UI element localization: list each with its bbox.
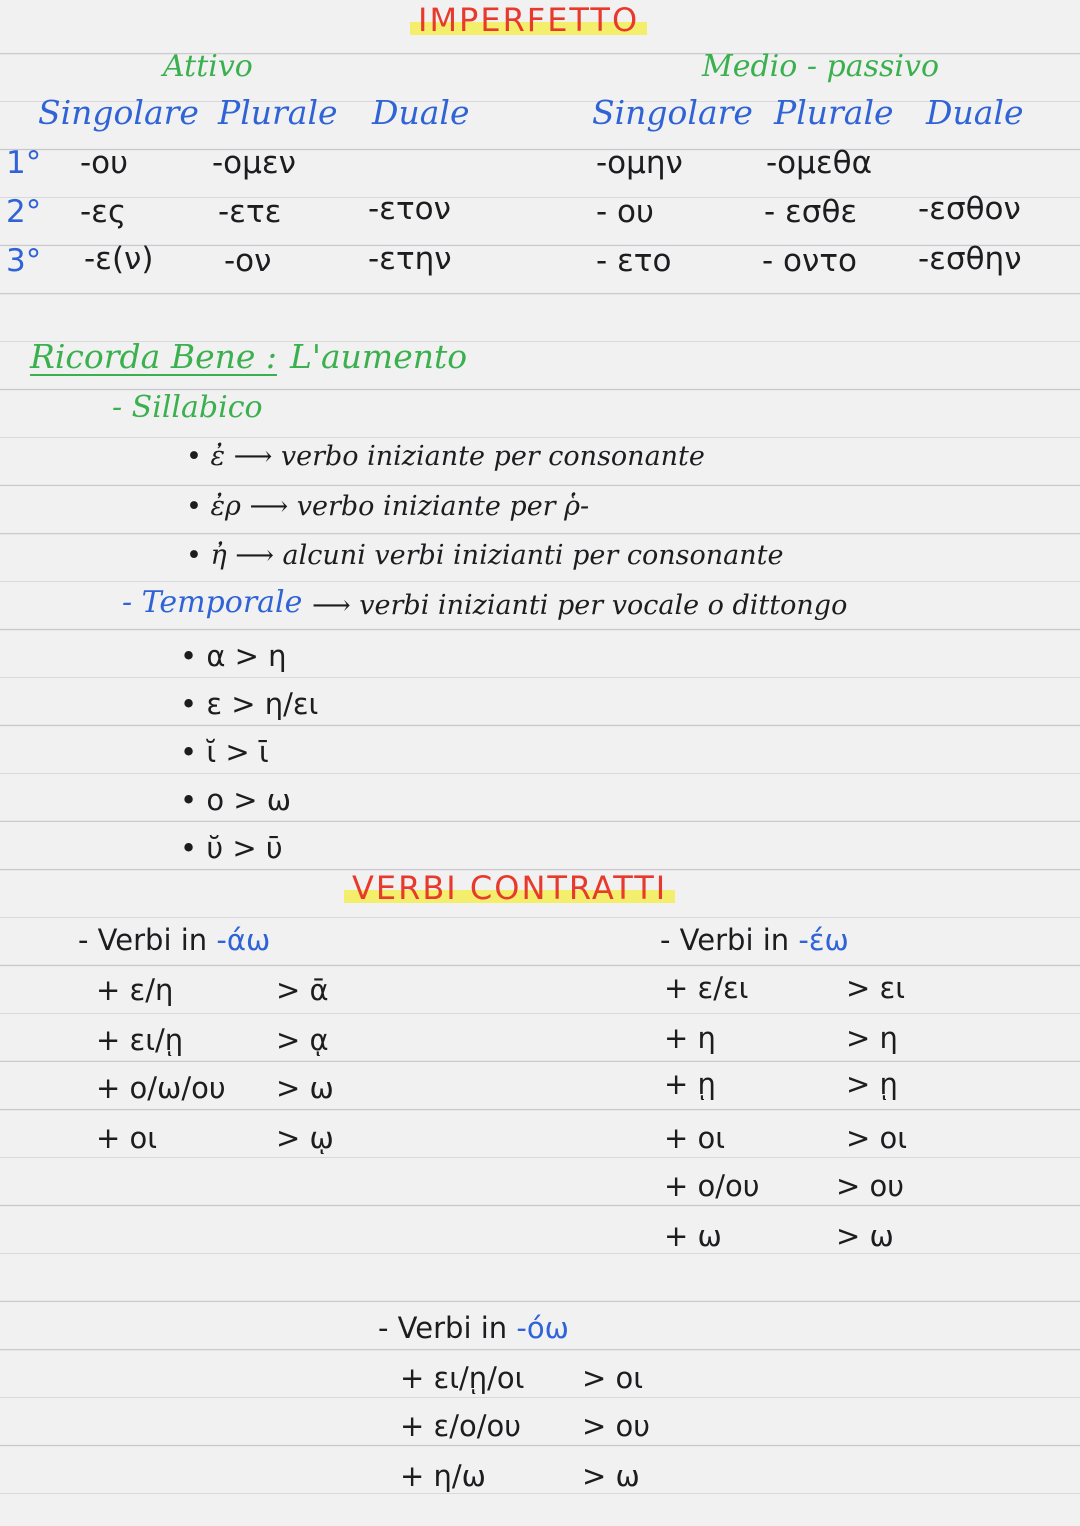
attivo-heading: Attivo xyxy=(163,49,253,84)
contraction-result: > οι xyxy=(846,1121,908,1155)
col-header-singolare: Singolare xyxy=(592,93,753,132)
verbi-in-label: - Verbi in -έω xyxy=(660,923,849,957)
ending-ow: -όω xyxy=(516,1311,569,1345)
contraction-input: + η/ω xyxy=(400,1459,486,1493)
ending-cell: -ετε xyxy=(218,194,282,230)
ricorda-bene-heading: Ricorda Bene : xyxy=(30,337,277,376)
page-title: IMPERFETTO xyxy=(410,4,647,36)
contraction-result: > ω xyxy=(836,1219,894,1253)
ending-cell: -ομεν xyxy=(212,145,296,181)
contraction-result: > ου xyxy=(836,1169,905,1203)
person-label: 3° xyxy=(6,243,42,279)
ending-cell: - εσθε xyxy=(764,194,858,230)
col-header-plurale: Plurale xyxy=(218,93,338,132)
ending-cell: -ε(ν) xyxy=(84,241,154,277)
contraction-input: + ω xyxy=(664,1219,722,1253)
sillabico-rule: • ἐρ ⟶ verbo iniziante per ῥ- xyxy=(186,491,590,522)
ending-ew: -έω xyxy=(798,923,849,957)
temporale-rule: • α > η xyxy=(180,639,287,673)
contraction-result: > ᾳ xyxy=(276,1023,329,1057)
col-header-duale: Duale xyxy=(372,93,470,132)
temporale-rule: • ῐ > ῑ xyxy=(180,735,269,769)
sillabico-label: - Sillabico xyxy=(112,390,263,425)
temporale-rule: • ῠ > ῡ xyxy=(180,831,283,865)
contraction-input: + ει/ῃ xyxy=(96,1023,184,1057)
ending-cell: - οντο xyxy=(762,243,857,279)
col-header-duale: Duale xyxy=(926,93,1024,132)
ending-cell: -ετον xyxy=(368,191,451,227)
ending-cell: -ομην xyxy=(596,145,683,181)
contraction-input: + ῃ xyxy=(664,1067,716,1101)
contraction-result: > ᾱ xyxy=(276,973,329,1007)
ending-cell: -εσθον xyxy=(918,191,1021,227)
contraction-input: + οι xyxy=(664,1121,726,1155)
contraction-input: + οι xyxy=(96,1121,158,1155)
contraction-result: > η xyxy=(846,1021,898,1055)
verbi-in-label: - Verbi in -όω xyxy=(378,1311,569,1345)
contraction-input: + ε/ει xyxy=(664,971,749,1005)
contraction-input: + ο/ου xyxy=(664,1169,760,1203)
col-header-plurale: Plurale xyxy=(774,93,894,132)
ending-cell: -ετην xyxy=(368,241,452,277)
ending-cell: -ον xyxy=(224,243,272,279)
temporale-label: - Temporale xyxy=(122,585,303,620)
contraction-input: + ει/ῃ/οι xyxy=(400,1361,525,1395)
verbi-in-label: - Verbi in -άω xyxy=(78,923,271,957)
contraction-result: > ῳ xyxy=(276,1121,334,1155)
contraction-input: + η xyxy=(664,1021,716,1055)
contraction-result: > ω xyxy=(582,1459,640,1493)
temporale-description: ⟶ verbi inizianti per vocale o dittongo xyxy=(312,590,848,621)
contraction-result: > ῃ xyxy=(846,1067,898,1101)
ending-cell: -ες xyxy=(80,194,127,230)
sillabico-rule: • ἐ ⟶ verbo iniziante per consonante xyxy=(186,441,705,472)
ending-cell: -ομεθα xyxy=(766,145,873,181)
aumento-heading: L'aumento xyxy=(290,337,468,376)
temporale-rule: • ο > ω xyxy=(180,783,292,817)
person-label: 2° xyxy=(6,194,42,230)
sillabico-rule: • ἠ ⟶ alcuni verbi inizianti per consonante xyxy=(186,540,784,571)
contraction-result: > ω xyxy=(276,1071,334,1105)
contraction-result: > ει xyxy=(846,971,906,1005)
contraction-result: > ου xyxy=(582,1409,651,1443)
contraction-input: + ε/ο/ου xyxy=(400,1409,521,1443)
temporale-rule: • ε > η/ει xyxy=(180,687,319,721)
ending-cell: -εσθην xyxy=(918,241,1022,277)
col-header-singolare: Singolare xyxy=(38,93,199,132)
contraction-input: + ο/ω/ου xyxy=(96,1071,226,1105)
contraction-result: > οι xyxy=(582,1361,644,1395)
person-label: 1° xyxy=(6,145,42,181)
ending-cell: -ου xyxy=(80,145,129,181)
verbi-contratti-title: VERBI CONTRATTI xyxy=(344,872,675,904)
ending-aw: -άω xyxy=(216,923,271,957)
medio-passivo-heading: Medio - passivo xyxy=(702,49,940,84)
ending-cell: - ου xyxy=(596,194,654,230)
contraction-input: + ε/η xyxy=(96,973,174,1007)
ending-cell: - ετο xyxy=(596,243,672,279)
